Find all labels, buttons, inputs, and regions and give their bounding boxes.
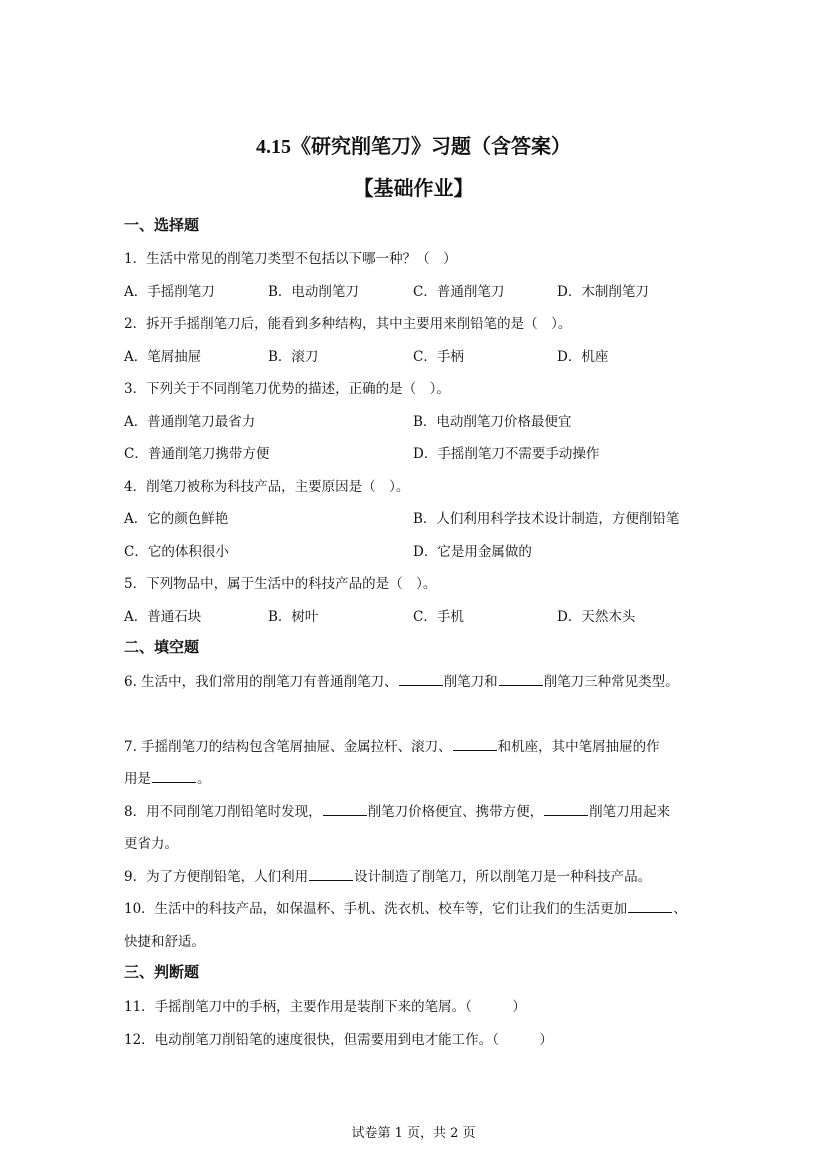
answer-blank[interactable] <box>544 802 588 816</box>
question-5-option-a: A．普通石块 <box>124 609 202 625</box>
answer-blank[interactable] <box>499 672 543 686</box>
question-1-option-c: C．普通削笔刀 <box>413 284 505 300</box>
answer-blank[interactable] <box>453 737 497 751</box>
question-2-option-a: A．笔屑抽屉 <box>124 349 202 365</box>
question-8 <box>124 800 670 820</box>
question-3-option-c: C．普通削笔刀携带方便 <box>124 446 270 462</box>
question-11-stem: 11．手摇削笔刀中的手柄，主要作用是装削下来的笔屑。（ ） <box>124 999 526 1015</box>
question-1-option-b: B．电动削笔刀 <box>268 284 359 300</box>
question-12-stem: 12．电动削笔刀削铅笔的速度很快，但需要用到电才能工作。（ ） <box>124 1032 553 1048</box>
question-5-stem: 5．下列物品中，属于生活中的科技产品的是（ ）。 <box>124 576 437 592</box>
question-1-option-a: A．手摇削笔刀 <box>124 284 215 300</box>
question-3-option-d: D．手摇削笔刀不需要手动操作 <box>413 446 600 462</box>
question-7 <box>124 735 660 755</box>
answer-blank[interactable] <box>309 867 353 881</box>
page-footer: 试卷第 1 页，共 2 页 <box>351 1126 476 1141</box>
question-3-option-b: B．电动削笔刀价格最便宜 <box>413 414 572 430</box>
question-7-text-4: 。 <box>197 771 211 787</box>
question-1-option-d: D．木制削笔刀 <box>557 284 649 300</box>
question-8-text-1: 8．用不同削笔刀削铅笔时发现， <box>124 804 322 820</box>
question-5-option-c: C．手机 <box>413 609 464 625</box>
question-7-continuation <box>124 767 211 787</box>
question-10-text-1: 10．生活中的科技产品，如保温杯、手机、洗衣机、校车等，它们让我们的生活更加 <box>124 901 628 917</box>
question-9-text-1: 9．为了方便削铅笔，人们利用 <box>124 869 309 885</box>
question-5-option-b: B．树叶 <box>268 609 319 625</box>
answer-blank[interactable] <box>323 802 367 816</box>
question-3-option-a: A．普通削笔刀最省力 <box>124 414 256 430</box>
question-7-text-2: 和机座，其中笔屑抽屉的作 <box>497 739 660 755</box>
question-2-stem: 2．拆开手摇削笔刀后，能看到多种结构，其中主要用来削铅笔的是（ ）。 <box>124 316 572 332</box>
question-8-text-3: 削笔刀用起来 <box>589 804 671 820</box>
question-3-stem: 3．下列关于不同削笔刀优势的描述，正确的是（ ）。 <box>124 381 450 397</box>
question-7-text-1: 7. 手摇削笔刀的结构包含笔屑抽屉、金属拉杆、滚刀、 <box>124 739 452 755</box>
question-2-option-b: B．滚刀 <box>268 349 319 365</box>
question-9-text-2: 设计制造了削笔刀，所以削笔刀是一种科技产品。 <box>354 869 652 885</box>
question-4-stem: 4．削笔刀被称为科技产品，主要原因是（ ）。 <box>124 479 410 495</box>
question-4-option-a: A．它的颜色鲜艳 <box>124 511 229 527</box>
answer-blank[interactable] <box>152 769 196 783</box>
document-title: 4.15《研究削笔刀》习题（含答案） <box>256 136 571 158</box>
question-10-text-2: 、 <box>673 901 687 917</box>
section-heading-judge: 三、判断题 <box>124 963 200 981</box>
question-8-continuation: 更省力。 <box>124 836 178 852</box>
section-heading-choice: 一、选择题 <box>124 216 200 234</box>
question-10-continuation: 快捷和舒适。 <box>124 934 205 950</box>
question-8-text-2: 削笔刀价格便宜、携带方便， <box>367 804 544 820</box>
question-2-option-d: D．机座 <box>557 349 609 365</box>
answer-blank[interactable] <box>628 899 672 913</box>
question-9 <box>124 865 651 885</box>
question-4-option-c: C．它的体积很小 <box>124 544 229 560</box>
question-6-text-3: 削笔刀三种常见类型。 <box>543 674 679 690</box>
answer-blank[interactable] <box>399 672 443 686</box>
question-7-text-3: 用是 <box>124 771 151 787</box>
question-6-text-2: 削笔刀和 <box>443 674 498 690</box>
question-1-stem: 1．生活中常见的削笔刀类型不包括以下哪一种？（ ） <box>124 251 457 267</box>
question-5-option-d: D．天然木头 <box>557 609 636 625</box>
section-heading-fill: 二、填空题 <box>124 638 200 656</box>
question-4-option-b: B．人们利用科学技术设计制造，方便削铅笔 <box>413 511 680 527</box>
question-2-option-c: C．手柄 <box>413 349 464 365</box>
document-subtitle: 【基础作业】 <box>353 178 474 200</box>
question-6-text-1: 6. 生活中，我们常用的削笔刀有普通削笔刀、 <box>124 674 398 690</box>
question-6 <box>124 670 679 690</box>
question-4-option-d: D．它是用金属做的 <box>413 544 532 560</box>
question-10 <box>124 897 687 917</box>
